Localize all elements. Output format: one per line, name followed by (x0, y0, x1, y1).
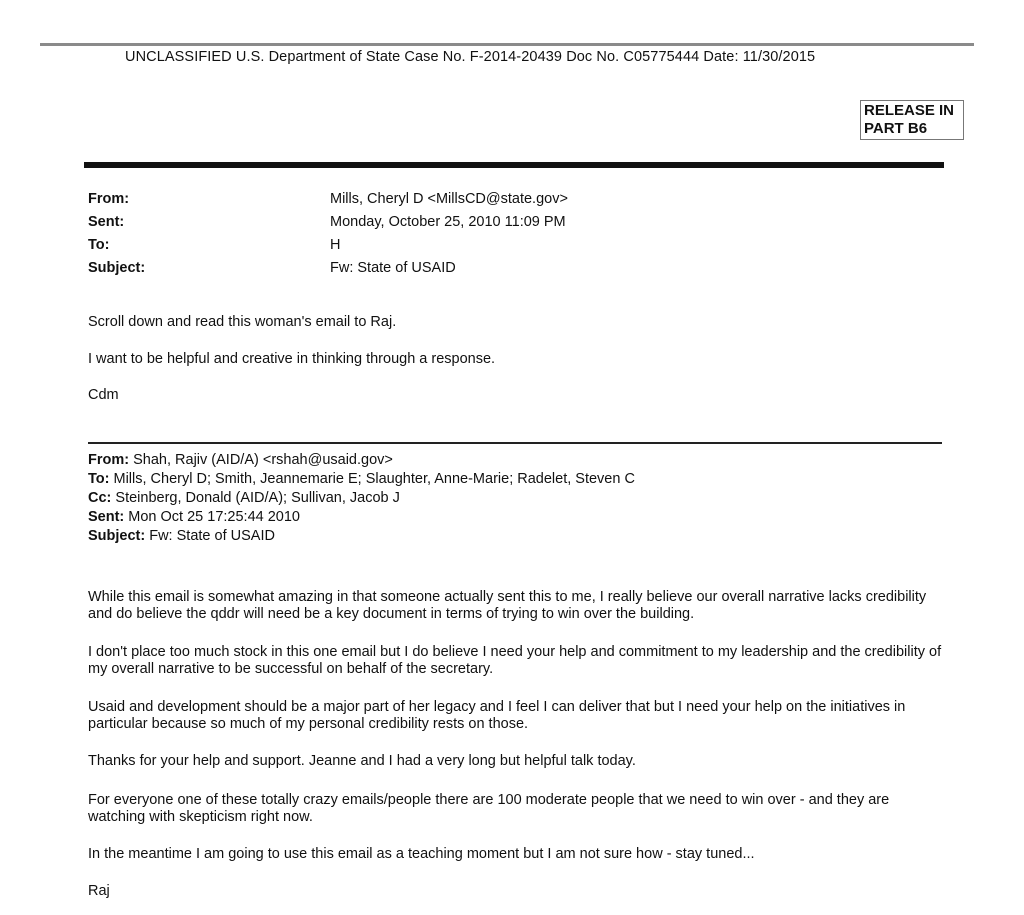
body-signature: Cdm (88, 387, 119, 403)
fwd-sent-label: Sent: (88, 509, 125, 525)
subject-value: Fw: State of USAID (330, 260, 456, 276)
subject-label: Subject: (88, 260, 146, 276)
fwd-cc-value: Steinberg, Donald (AID/A); Sullivan, Jacob J (111, 490, 400, 506)
case-header: UNCLASSIFIED U.S. Department of State Case No. F-2014-20439 Doc No. C05775444 Date: 11/30/2015 (125, 49, 816, 65)
body-line-1: Scroll down and read this woman's email to Raj. (88, 314, 397, 330)
forward-divider (88, 442, 942, 444)
body-line-2: I want to be helpful and creative in thinking through a response. (88, 351, 496, 367)
email-header (88, 188, 568, 280)
sent-row (88, 211, 568, 234)
fwd-to-row (88, 470, 635, 489)
paragraph-3: Usaid and development should be a major part of her legacy and I feel I can deliver that but I need your help on the initiatives in particular because so much of my personal credibility rests on those. (88, 699, 906, 732)
sent-value: Monday, October 25, 2010 11:09 PM (330, 214, 566, 230)
release-line-1: RELEASE IN (864, 102, 955, 119)
fwd-to-value: Mills, Cheryl D; Smith, Jeannemarie E; Slaughter, Anne-Marie; Radelet, Steven C (109, 471, 635, 487)
header-divider (84, 162, 944, 168)
fwd-subject-label: Subject: (88, 528, 146, 544)
paragraph-4: Thanks for your help and support. Jeanne and I had a very long but helpful talk today. (88, 753, 636, 769)
subject-row (88, 257, 568, 280)
to-label: To: (88, 237, 110, 253)
top-rule (40, 43, 974, 46)
fwd-subject-row (88, 527, 635, 546)
fwd-cc-label: Cc: (88, 490, 112, 506)
signature-raj: Raj (88, 883, 110, 899)
fwd-from-label: From: (88, 452, 130, 468)
from-row (88, 188, 568, 211)
fwd-cc-row (88, 489, 635, 508)
sent-label: Sent: (88, 214, 125, 230)
to-row (88, 234, 568, 257)
fwd-sent-row (88, 508, 635, 527)
fwd-subject-value: Fw: State of USAID (145, 528, 275, 544)
forwarded-header (88, 451, 635, 546)
paragraph-1: While this email is somewhat amazing in that someone actually sent this to me, I really believe our overall narrative lacks credibility and do believe the qddr will need be a key document in terms of trying to win over the building. (88, 589, 927, 622)
release-stamp (860, 100, 964, 140)
fwd-sent-value: Mon Oct 25 17:25:44 2010 (124, 509, 300, 525)
from-value: Mills, Cheryl D <MillsCD@state.gov> (330, 191, 568, 207)
release-line-2: PART B6 (864, 120, 928, 137)
paragraph-6: In the meantime I am going to use this email as a teaching moment but I am not sure how - stay tuned... (88, 846, 755, 862)
fwd-from-row (88, 451, 635, 470)
from-label: From: (88, 191, 130, 207)
paragraph-5: For everyone one of these totally crazy emails/people there are 100 moderate people that we need to win over - and they are watching with skepticism right now. (88, 792, 890, 825)
fwd-to-label: To: (88, 471, 110, 487)
fwd-from-value: Shah, Rajiv (AID/A) <rshah@usaid.gov> (129, 452, 393, 468)
to-value: H (330, 237, 341, 253)
paragraph-2: I don't place too much stock in this one email but I do believe I need your help and commitment to my leadership and the credibility of my overall narrative to be successful on behalf of the secretary. (88, 644, 942, 677)
